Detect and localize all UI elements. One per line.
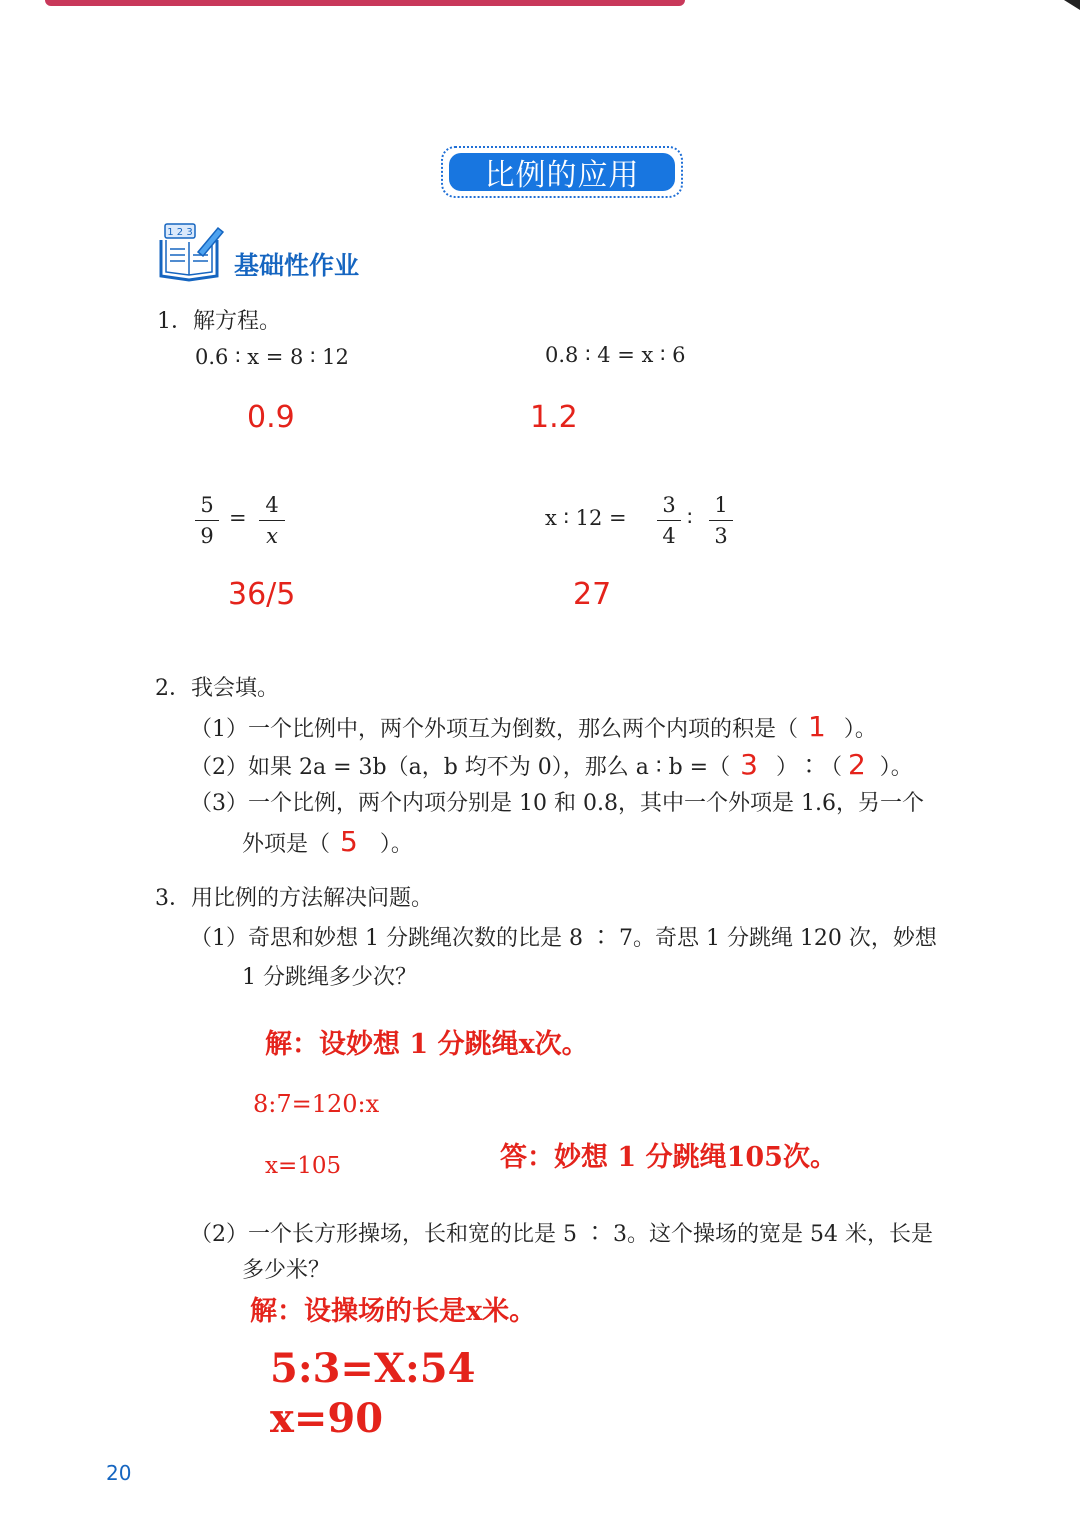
- q2-item-1-text: （1）一个比例中，两个外项互为倒数，那么两个内项的积是（: [190, 717, 798, 742]
- page-number: 20: [106, 1461, 132, 1485]
- q3-problem-1-line-1: （1）奇思和妙想 1 分跳绳次数的比是 8 ∶ 7。奇思 1 分跳绳 120 次，妙想: [190, 926, 937, 951]
- q1-equation-b: 0.8 ∶ 4 = x ∶ 6: [545, 343, 686, 367]
- q1-equation-a: 0.6 ∶ x = 8 ∶ 12: [195, 345, 349, 369]
- denominator: 9: [200, 524, 214, 548]
- q1-d-fraction-right: [709, 492, 733, 549]
- q3-p1-proportion: 8:7=120:x: [253, 1090, 380, 1118]
- q2-item-2-mid: ）∶（: [775, 755, 842, 780]
- q2-item-2-end: ）。: [879, 755, 913, 780]
- q2-label: 2．我会填。: [155, 676, 279, 701]
- denominator: x: [266, 524, 278, 548]
- fraction-bar: [259, 520, 285, 521]
- q3-problem-2-line-1: （2）一个长方形操场，长和宽的比是 5 ∶ 3。这个操场的宽是 54 米，长是: [190, 1222, 933, 1247]
- denominator: 4: [662, 524, 676, 548]
- q3-p1-solution-setup: 解：设妙想 1 分跳绳x次。: [265, 1029, 589, 1060]
- numerator: 5: [200, 493, 214, 517]
- q1-answer-c: 36/5: [228, 577, 296, 612]
- q2-item-2: [190, 748, 913, 781]
- q3-problem-2-line-2: 多少米？: [242, 1258, 331, 1283]
- section-heading: 基础性作业: [234, 251, 360, 280]
- q3-label: 3．用比例的方法解决问题。: [155, 886, 433, 911]
- q1-label: 1．解方程。: [157, 309, 281, 334]
- q2-item-2-text: （2）如果 2a = 3b（a，b 均不为 0），那么 a ∶ b =（: [190, 755, 731, 780]
- fraction-bar: [195, 520, 219, 521]
- fraction-bar: [709, 520, 733, 521]
- q2-item-3-end: ）。: [379, 832, 413, 857]
- page-title: 比例的应用: [449, 153, 675, 191]
- q2-item-3-text: 外项是（: [242, 832, 331, 857]
- q3-p2-result: x=90: [270, 1395, 384, 1442]
- page-corner-mark: [1064, 0, 1080, 10]
- title-badge: [441, 146, 683, 198]
- numerator: 3: [662, 493, 676, 517]
- q2-item-1-end: ）。: [843, 717, 877, 742]
- q2-item-3-line-1: （3）一个比例，两个内项分别是 10 和 0.8，其中一个外项是 1.6，另一个: [190, 791, 924, 816]
- q3-p1-result: x=105: [265, 1153, 342, 1179]
- denominator: 3: [714, 524, 728, 548]
- q2-item-1: [190, 710, 877, 743]
- top-color-band: [45, 0, 685, 6]
- q1-answer-d: 27: [573, 577, 612, 612]
- q1-d-fraction-left: [657, 492, 681, 549]
- icon-numbers: 1 2 3: [167, 227, 193, 238]
- q1-answer-b: 1.2: [530, 400, 578, 435]
- q3-p2-solution-setup: 解：设操场的长是x米。: [250, 1296, 537, 1327]
- q1-answer-a: 0.9: [247, 400, 295, 435]
- q2-item-3-line-2: [242, 825, 413, 858]
- workbook-icon: [158, 222, 224, 282]
- q1-c-equals: =: [229, 506, 247, 530]
- q2-item-2-answer-1: 3: [740, 748, 758, 781]
- q2-item-3-answer: 5: [340, 825, 358, 858]
- numerator: 1: [714, 493, 728, 517]
- numerator: 4: [265, 493, 279, 517]
- q3-p1-answer: 答：妙想 1 分跳绳105次。: [500, 1142, 837, 1173]
- q3-problem-1-line-2: 1 分跳绳多少次？: [242, 965, 417, 990]
- q1-c-fraction-left: [195, 492, 219, 549]
- q2-item-2-answer-2: 2: [847, 748, 866, 781]
- q1-d-lead: x ∶ 12 =: [545, 506, 627, 530]
- q1-d-colon: ∶: [687, 506, 693, 530]
- fraction-bar: [657, 520, 681, 521]
- q1-c-fraction-right: [259, 492, 285, 549]
- q2-item-1-answer: 1: [808, 710, 826, 743]
- q3-p2-proportion: 5:3=X:54: [270, 1345, 476, 1392]
